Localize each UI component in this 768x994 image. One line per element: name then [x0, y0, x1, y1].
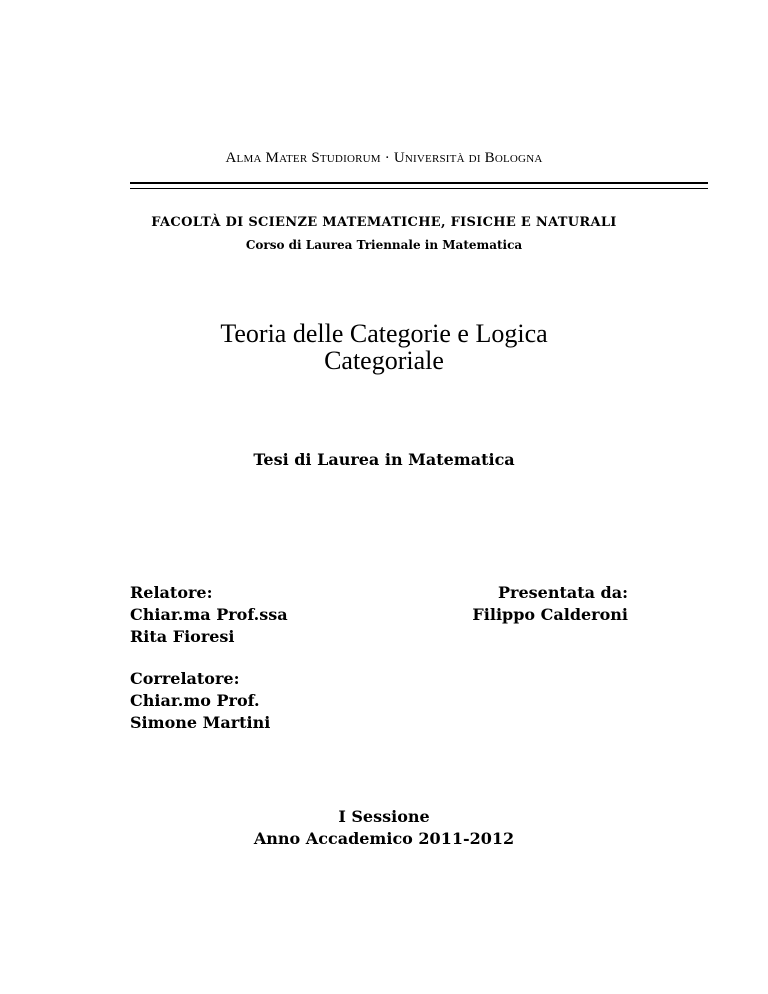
header-rule-thick — [130, 182, 708, 184]
relatore-block — [130, 582, 288, 648]
relatore-name: Rita Fioresi — [130, 627, 235, 646]
university-name: Alma Mater Studiorum · Università di Bologna — [225, 150, 543, 166]
faculty-name: FACOLTÀ DI SCIENZE MATEMATICHE, FISICHE E NATURALI — [151, 215, 617, 230]
correlatore-label: Correlatore: — [130, 669, 240, 688]
header-rule-thin — [130, 188, 708, 189]
author-name: Filippo Calderoni — [472, 605, 628, 624]
correlatore-block — [130, 668, 270, 734]
thesis-title-line-1: Teoria delle Categorie e Logica — [220, 319, 548, 348]
thesis-type: Tesi di Laurea in Matematica — [253, 450, 515, 469]
correlatore-name: Simone Martini — [130, 713, 271, 732]
session-block — [0, 806, 768, 850]
thesis-title-line-2: Categoriale — [324, 346, 444, 375]
correlatore-title: Chiar.mo Prof. — [130, 691, 260, 710]
relatore-title: Chiar.ma Prof.ssa — [130, 605, 288, 624]
course-name: Corso di Laurea Triennale in Matematica — [245, 238, 523, 252]
relatore-label: Relatore: — [130, 583, 213, 602]
presentata-label: Presentata da: — [497, 583, 628, 602]
session-name: I Sessione — [338, 807, 430, 826]
thesis-title — [0, 320, 768, 374]
presentata-block — [472, 582, 628, 626]
academic-year: Anno Accademico 2011-2012 — [253, 829, 515, 848]
